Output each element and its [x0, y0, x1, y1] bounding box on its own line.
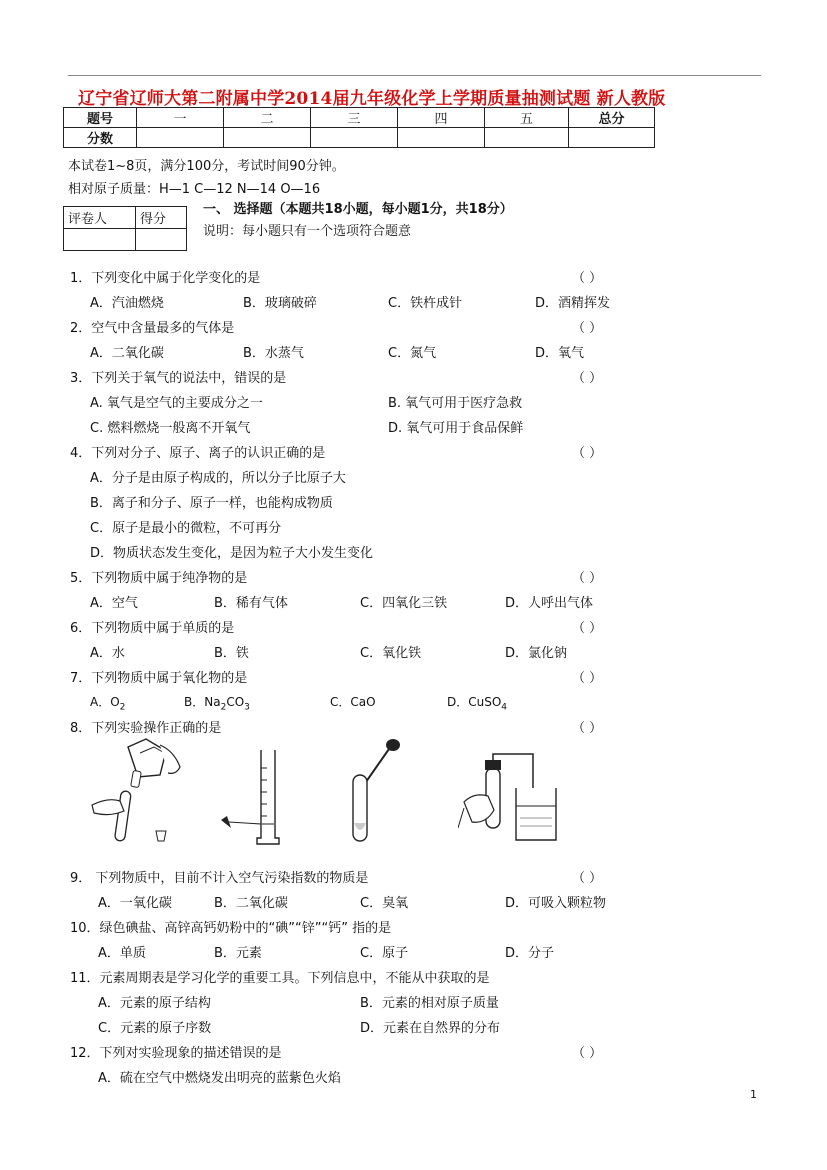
option: C. 燃料燃烧一般离不开氧气: [90, 421, 251, 436]
score-header-cell: 五: [485, 108, 569, 128]
graduated-cylinder-figure: [215, 748, 295, 848]
question-stem: 4．下列对分子、原子、离子的认识正确的是: [70, 446, 326, 461]
score-header-cell: 一: [137, 108, 224, 128]
question-stem: 12．下列对实验现象的描述错误的是: [70, 1046, 282, 1061]
answer-paren: （ ）: [572, 446, 603, 461]
question-stem: 3．下列关于氧气的说法中，错误的是: [70, 371, 287, 386]
option: C．臭氧: [360, 896, 409, 911]
section-title: 一、 选择题（本题共18小题，每小题1分，共18分）: [203, 202, 513, 217]
header-rule: [68, 75, 761, 76]
option: C．元素的原子序数: [98, 1021, 212, 1036]
option: A．硫在空气中燃烧发出明亮的蓝紫色火焰: [98, 1071, 341, 1086]
option: A．一氧化碳: [98, 896, 172, 911]
score-header-cell: 二: [224, 108, 311, 128]
question-stem: 7．下列物质中属于氧化物的是: [70, 671, 248, 686]
option: B．二氧化碳: [214, 896, 288, 911]
question-stem: 5．下列物质中属于纯净物的是: [70, 571, 248, 586]
option: D．可吸入颗粒物: [505, 896, 607, 911]
option: A．二氧化碳: [90, 346, 164, 361]
option: A．$O_2$: [90, 695, 126, 713]
answer-paren: （ ）: [572, 721, 603, 736]
gas-tightness-check-figure: [458, 748, 568, 848]
option: B．玻璃破碎: [243, 296, 317, 311]
option: D．物质状态发生变化，是因为粒子大小发生变化: [90, 546, 374, 561]
score-header-cell: 三: [311, 108, 398, 128]
question-stem: 2．空气中含量最多的气体是: [70, 321, 235, 336]
option: B. 氧气可用于医疗急救: [388, 396, 523, 411]
option: A．分子是由原子构成的，所以分子比原子大: [90, 471, 346, 486]
option: C．原子: [360, 946, 409, 961]
option: D．氧气: [535, 346, 585, 361]
option: A．汽油燃烧: [90, 296, 164, 311]
question-stem: 8．下列实验操作正确的是: [70, 721, 222, 736]
option: A．空气: [90, 596, 138, 611]
score-cell: [136, 229, 187, 251]
question-stem: 1．下列变化中属于化学变化的是: [70, 271, 261, 286]
grader-label: 评卷人: [64, 207, 136, 229]
option: A．水: [90, 646, 125, 661]
grader-table: [63, 206, 187, 251]
option: B．水蒸气: [243, 346, 304, 361]
question-stem: 6．下列物质中属于单质的是: [70, 621, 235, 636]
score-cell: [569, 128, 655, 148]
page-number: 1: [750, 1088, 757, 1101]
score-cell: [485, 128, 569, 148]
score-cell: [398, 128, 485, 148]
option: D．酒精挥发: [535, 296, 611, 311]
document-title: 辽宁省辽师大第二附属中学2014届九年级化学上学期质量抽测试题 新人教版: [78, 89, 666, 109]
option: C．铁杵成针: [388, 296, 463, 311]
atomic-mass-info: 相对原子质量：H—1 C—12 N—14 O—16: [68, 182, 321, 197]
score-header-cell: 总分: [569, 108, 655, 128]
option: B．铁: [214, 646, 249, 661]
answer-paren: （ ）: [572, 671, 603, 686]
score-cell: [224, 128, 311, 148]
score-header-cell: 题号: [64, 108, 137, 128]
option: C．四氧化三铁: [360, 596, 448, 611]
score-cell: [311, 128, 398, 148]
dropper-test-tube-figure: [345, 735, 415, 845]
option: A．元素的原子结构: [98, 996, 211, 1011]
option: B．元素: [214, 946, 262, 961]
question-stem: 10．绿色碘盐、高锌高钙奶粉中的“碘”“锌”“钙” 指的是: [70, 921, 392, 936]
option: D. 氧气可用于食品保鲜: [388, 421, 524, 436]
option: A. 氧气是空气的主要成分之一: [90, 396, 263, 411]
answer-paren: （ ）: [572, 371, 603, 386]
section-note: 说明：每小题只有一个选项符合题意: [203, 224, 412, 239]
option: D．氯化钠: [505, 646, 568, 661]
exam-info: 本试卷1~8页，满分100分，考试时间90分钟。: [68, 159, 345, 174]
answer-paren: （ ）: [572, 321, 603, 336]
option: C．氮气: [388, 346, 437, 361]
option: D．分子: [505, 946, 555, 961]
score-cell: [137, 128, 224, 148]
option: D．CuSO$_4$: [447, 695, 508, 713]
score-label: 得分: [136, 207, 187, 229]
option: A．单质: [98, 946, 146, 961]
option: C．CaO: [330, 695, 376, 709]
pouring-liquid-figure: [88, 735, 188, 847]
answer-paren: （ ）: [572, 871, 603, 886]
option: B．稀有气体: [214, 596, 288, 611]
option: C．氧化铁: [360, 646, 422, 661]
question-stem: 9． 下列物质中，目前不计入空气污染指数的物质是: [70, 871, 369, 886]
option: C．原子是最小的微粒，不可再分: [90, 521, 282, 536]
score-table: [63, 107, 655, 148]
option: D．元素在自然界的分布: [360, 1021, 501, 1036]
score-header-cell: 四: [398, 108, 485, 128]
option: B．$Na_2CO_3$: [184, 695, 250, 713]
option: B．元素的相对原子质量: [360, 996, 499, 1011]
question-stem: 11．元素周期表是学习化学的重要工具。下列信息中，不能从中获取的是: [70, 971, 490, 986]
answer-paren: （ ）: [572, 621, 603, 636]
answer-paren: （ ）: [572, 1046, 603, 1061]
option: B．离子和分子、原子一样，也能构成物质: [90, 496, 333, 511]
answer-paren: （ ）: [572, 271, 603, 286]
option: D．人呼出气体: [505, 596, 594, 611]
answer-paren: （ ）: [572, 571, 603, 586]
score-row-label: 分数: [64, 128, 137, 148]
grader-cell: [64, 229, 136, 251]
